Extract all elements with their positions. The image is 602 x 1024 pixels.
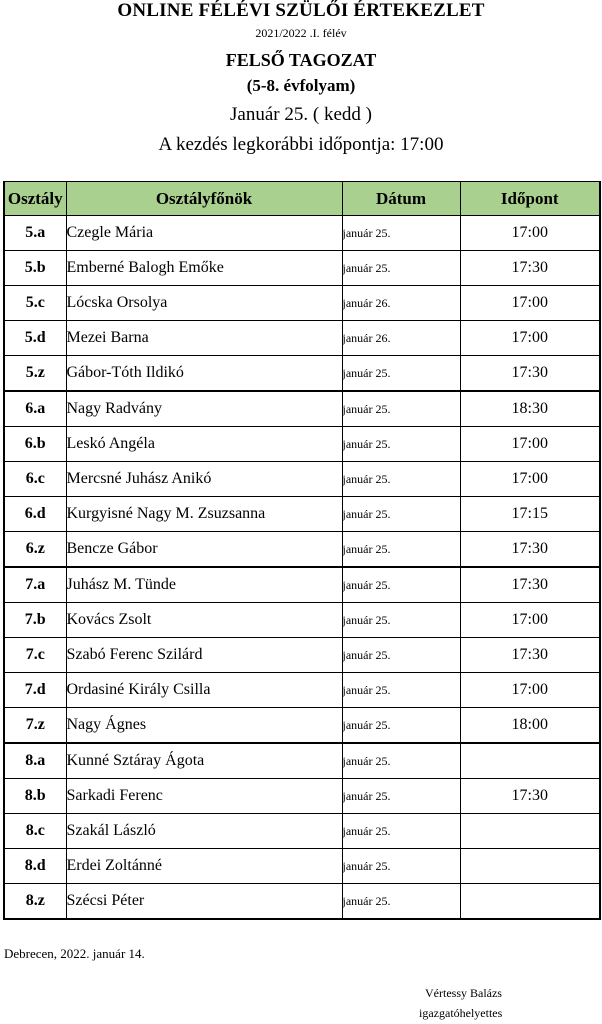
table-row (4, 567, 600, 603)
date-cell: január 25. (342, 427, 460, 462)
table-row (4, 216, 600, 251)
schedule-table (3, 181, 601, 920)
time-cell: 17:00 (460, 286, 600, 321)
date-cell: január 25. (342, 708, 460, 744)
teacher-cell: Czegle Mária (66, 216, 342, 251)
column-header-time: Időpont (460, 182, 600, 216)
class-cell: 5.d (4, 321, 66, 356)
teacher-cell: Bencze Gábor (66, 532, 342, 568)
time-cell (460, 849, 600, 884)
table-row (4, 673, 600, 708)
time-cell: 17:00 (460, 321, 600, 356)
date-cell: január 25. (342, 391, 460, 427)
table-row (4, 603, 600, 638)
column-header-date: Dátum (342, 182, 460, 216)
teacher-cell: Mezei Barna (66, 321, 342, 356)
time-cell: 18:30 (460, 391, 600, 427)
date-cell: január 25. (342, 849, 460, 884)
time-cell: 17:00 (460, 603, 600, 638)
date-cell: január 25. (342, 779, 460, 814)
date-cell: január 25. (342, 673, 460, 708)
class-cell: 7.z (4, 708, 66, 744)
teacher-cell: Gábor-Tóth Ildikó (66, 356, 342, 392)
class-cell: 6.d (4, 497, 66, 532)
date-cell: január 25. (342, 462, 460, 497)
time-cell: 17:00 (460, 462, 600, 497)
time-cell: 17:30 (460, 251, 600, 286)
teacher-cell: Szakál László (66, 814, 342, 849)
date-cell: január 25. (342, 603, 460, 638)
class-cell: 8.z (4, 884, 66, 920)
date-cell: január 25. (342, 567, 460, 603)
date-cell: január 25. (342, 356, 460, 392)
date-cell: január 25. (342, 743, 460, 779)
date-cell: január 26. (342, 286, 460, 321)
class-cell: 6.a (4, 391, 66, 427)
class-cell: 7.c (4, 638, 66, 673)
teacher-cell: Kovács Zsolt (66, 603, 342, 638)
class-cell: 5.b (4, 251, 66, 286)
teacher-cell: Lócska Orsolya (66, 286, 342, 321)
place-and-date: Debrecen, 2022. január 14. (4, 946, 145, 961)
signer-role: igazgatóhelyettes (419, 1006, 503, 1020)
table-row (4, 462, 600, 497)
document-title: ONLINE FÉLÉVI SZÜLŐI ÉRTEKEZLET (117, 0, 485, 21)
teacher-cell: Erdei Zoltánné (66, 849, 342, 884)
table-row (4, 497, 600, 532)
time-cell (460, 884, 600, 920)
teacher-cell: Szabó Ferenc Szilárd (66, 638, 342, 673)
teacher-cell: Leskó Angéla (66, 427, 342, 462)
class-cell: 6.c (4, 462, 66, 497)
school-year: 2021/2022 .I. félév (255, 26, 347, 40)
table-row (4, 884, 600, 920)
class-cell: 6.z (4, 532, 66, 568)
table-row (4, 356, 600, 392)
teacher-cell: Szécsi Péter (66, 884, 342, 920)
table-row (4, 321, 600, 356)
date-cell: január 26. (342, 321, 460, 356)
teacher-cell: Nagy Radvány (66, 391, 342, 427)
time-cell: 17:00 (460, 673, 600, 708)
table-row (4, 427, 600, 462)
table-row (4, 814, 600, 849)
schedule-body (4, 216, 600, 920)
time-cell: 17:30 (460, 532, 600, 568)
time-cell: 17:00 (460, 216, 600, 251)
teacher-cell: Sarkadi Ferenc (66, 779, 342, 814)
time-cell: 18:00 (460, 708, 600, 744)
column-header-teacher: Osztályfőnök (66, 182, 342, 216)
time-cell: 17:30 (460, 356, 600, 392)
earliest-start-time: A kezdés legkorábbi időpontja: 17:00 (158, 134, 444, 155)
signer-name: Vértessy Balázs (425, 986, 502, 1000)
date-cell: január 25. (342, 532, 460, 568)
teacher-cell: Ordasiné Király Csilla (66, 673, 342, 708)
teacher-cell: Emberné Balogh Emőke (66, 251, 342, 286)
date-cell: január 25. (342, 497, 460, 532)
table-row (4, 638, 600, 673)
class-cell: 5.z (4, 356, 66, 392)
teacher-cell: Juhász M. Tünde (66, 567, 342, 603)
time-cell: 17:30 (460, 779, 600, 814)
class-cell: 8.a (4, 743, 66, 779)
table-row (4, 286, 600, 321)
table-row (4, 849, 600, 884)
time-cell: 17:30 (460, 638, 600, 673)
teacher-cell: Nagy Ágnes (66, 708, 342, 744)
time-cell: 17:30 (460, 567, 600, 603)
column-header-class: Osztály (4, 182, 66, 216)
class-cell: 8.c (4, 814, 66, 849)
class-cell: 7.a (4, 567, 66, 603)
class-cell: 5.c (4, 286, 66, 321)
class-cell: 6.b (4, 427, 66, 462)
date-cell: január 25. (342, 638, 460, 673)
class-cell: 8.b (4, 779, 66, 814)
date-cell: január 25. (342, 251, 460, 286)
class-cell: 7.d (4, 673, 66, 708)
teacher-cell: Kurgyisné Nagy M. Zsuzsanna (66, 497, 342, 532)
class-cell: 5.a (4, 216, 66, 251)
table-row (4, 779, 600, 814)
date-cell: január 25. (342, 216, 460, 251)
table-row (4, 708, 600, 744)
table-row (4, 532, 600, 568)
date-cell: január 25. (342, 814, 460, 849)
meeting-date: Január 25. ( kedd ) (230, 104, 372, 125)
teacher-cell: Kunné Sztáray Ágota (66, 743, 342, 779)
time-cell: 17:00 (460, 427, 600, 462)
time-cell (460, 814, 600, 849)
table-header-row (4, 182, 600, 216)
table-row (4, 743, 600, 779)
class-cell: 7.b (4, 603, 66, 638)
table-row (4, 391, 600, 427)
grade-range: (5-8. évfolyam) (246, 76, 356, 95)
section-title: FELSŐ TAGOZAT (225, 50, 377, 70)
time-cell: 17:15 (460, 497, 600, 532)
date-cell: január 25. (342, 884, 460, 920)
class-cell: 8.d (4, 849, 66, 884)
teacher-cell: Mercsné Juhász Anikó (66, 462, 342, 497)
time-cell (460, 743, 600, 779)
table-row (4, 251, 600, 286)
